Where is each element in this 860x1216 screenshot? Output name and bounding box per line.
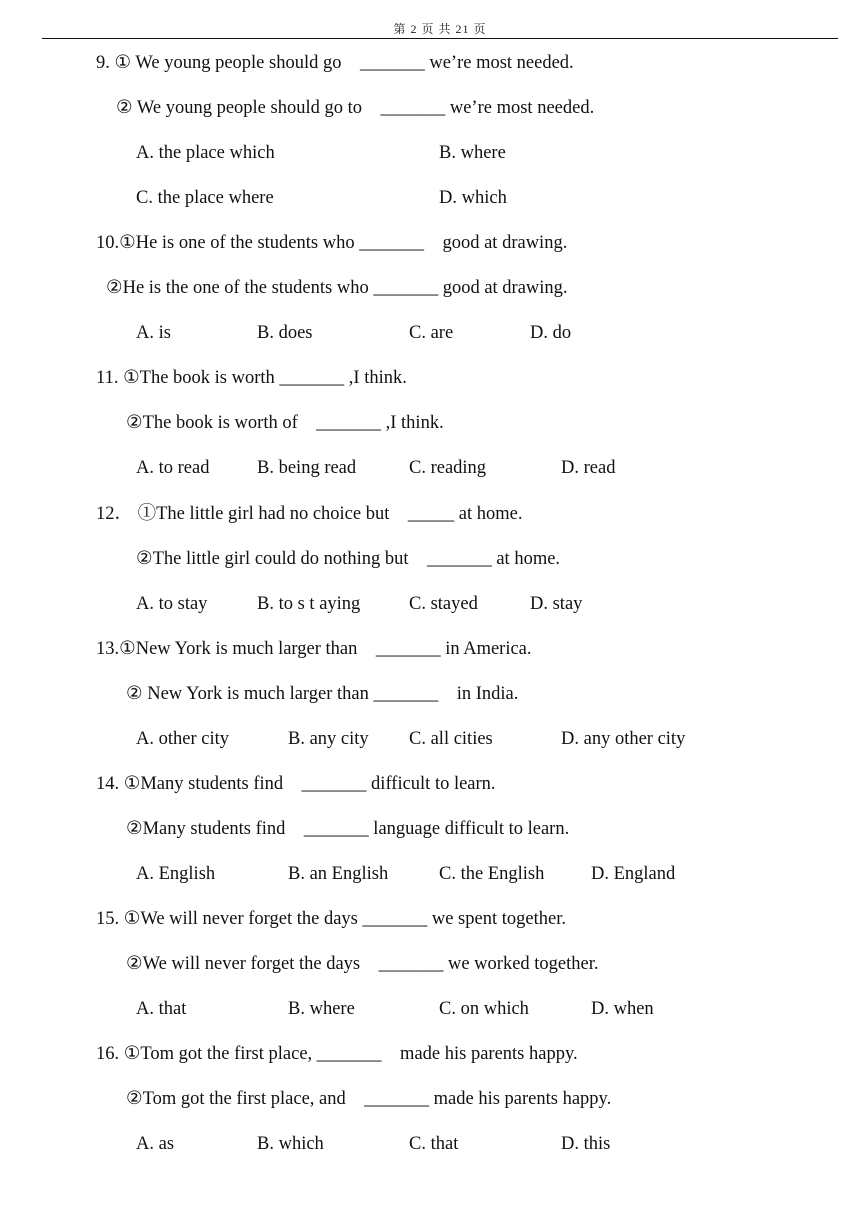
question-14-option-d: D. England [591,864,676,884]
question-10-option-c: C. are [409,323,454,343]
question-10-option-a: A. is [136,323,171,343]
question-14-option-a: A. English [136,864,216,884]
question-9-option-b: B. where [439,143,506,163]
question-12-option-d: D. stay [530,594,583,614]
header-rule [42,38,838,39]
question-11-line-1: 11. ①The book is worth _______ ,I think. [96,368,407,388]
question-10-line-2: ②He is the one of the students who _______ good at drawing. [106,278,568,298]
question-12-option-b: B. to s t aying [257,594,361,614]
question-15-option-b: B. where [288,999,355,1019]
question-16-line-1: 16. ①Tom got the first place, _______ made his parents happy. [96,1044,578,1064]
question-13-option-a: A. other city [136,729,229,749]
question-12-option-a: A. to stay [136,594,208,614]
question-14-line-1: 14. ①Many students find _______ difficult to learn. [96,774,496,794]
question-13-line-2: ② New York is much larger than _______ in India. [126,684,519,704]
question-13-option-b: B. any city [288,729,369,749]
question-11-line-2: ②The book is worth of _______ ,I think. [126,413,444,433]
question-15-line-1: 15. ①We will never forget the days _______ we spent together. [96,909,566,929]
page-header: 第 2 页 共 21 页 [393,22,487,36]
question-16-option-b: B. which [257,1134,324,1154]
question-12-line-1: 12． ①The little girl had no choice but _____ at home. [96,504,523,524]
question-13-line-1: 13.①New York is much larger than _______ in America. [96,639,532,659]
question-11-option-d: D. read [561,458,616,478]
question-15-option-a: A. that [136,999,187,1019]
question-9-option-a: A. the place which [136,143,275,163]
question-12-line-2: ②The little girl could do nothing but _______ at home. [136,549,561,569]
question-16-option-a: A. as [136,1134,175,1154]
question-16-option-c: C. that [409,1134,459,1154]
question-10-option-d: D. do [530,323,572,343]
question-9-option-c: C. the place where [136,188,274,208]
question-10-option-b: B. does [257,323,313,343]
question-14-line-2: ②Many students find _______ language difficult to learn. [126,819,570,839]
question-9-line-2: ② We young people should go to _______ we’re most needed. [116,98,595,118]
question-13-option-d: D. any other city [561,729,686,749]
question-11-option-a: A. to read [136,458,210,478]
question-15-option-d: D. when [591,999,654,1019]
question-9-option-d: D. which [439,188,507,208]
question-13-option-c: C. all cities [409,729,493,749]
question-15-option-c: C. on which [439,999,529,1019]
question-10-line-1: 10.①He is one of the students who _______ good at drawing. [96,233,568,253]
question-14-option-c: C. the English [439,864,545,884]
question-11-option-b: B. being read [257,458,357,478]
question-16-line-2: ②Tom got the first place, and _______ made his parents happy. [126,1089,612,1109]
question-11-option-c: C. reading [409,458,487,478]
question-9-line-1: 9. ① We young people should go _______ we’re most needed. [96,53,574,73]
question-15-line-2: ②We will never forget the days _______ we worked together. [126,954,599,974]
question-16-option-d: D. this [561,1134,611,1154]
question-14-option-b: B. an English [288,864,389,884]
question-12-option-c: C. stayed [409,594,478,614]
